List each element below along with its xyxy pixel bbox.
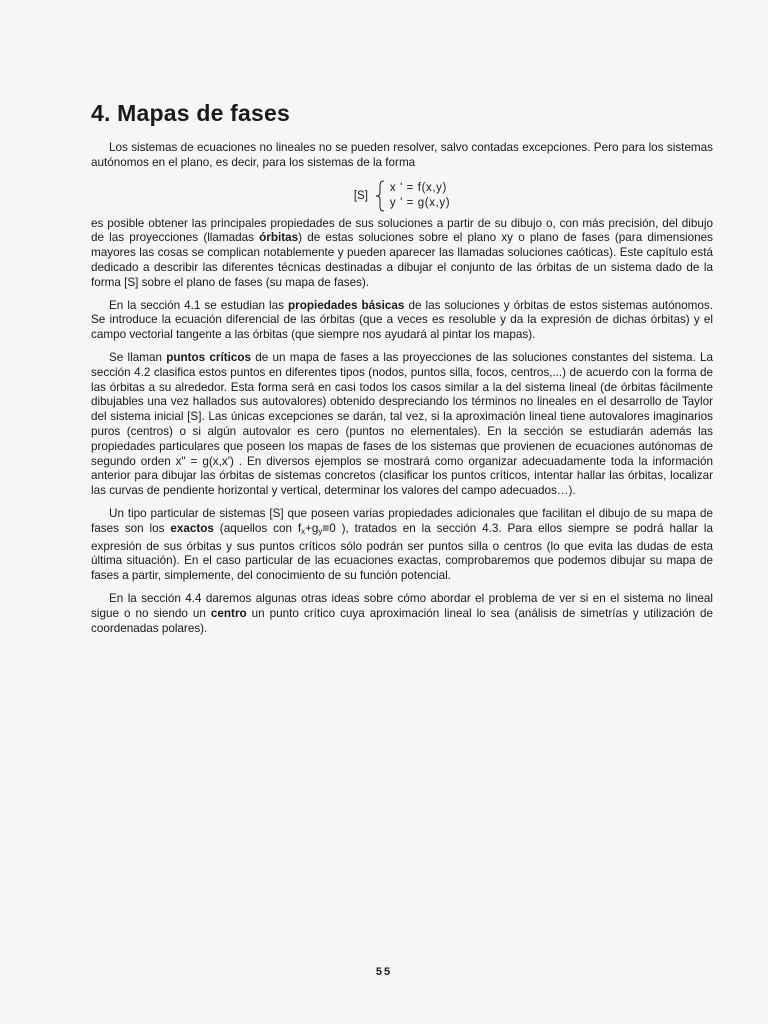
bold-term-exactos: exactos xyxy=(170,521,214,535)
section-4-1-paragraph xyxy=(91,299,713,343)
bold-term-orbitas: órbitas xyxy=(259,231,299,245)
text-run: (aquellos con xyxy=(213,521,298,535)
text-run: de las soluciones y órbitas de estos sistemas autónomos. Se introduce la ecuación diferencial de las órbitas (que a veces es resoluble y da la expresión de dichas órbitas) y el campo vectorial tangente a las órbitas (que siempre nos ayudará al pintar los mapas). xyxy=(91,298,713,342)
section-4-3-paragraph xyxy=(91,507,713,584)
text-run: es posible obtener las principales propiedades de sus soluciones a partir de su dibujo o, con más precisión, del dibujo de las proyecciones (llamadas xyxy=(91,216,713,245)
text-run: ) de estas soluciones sobre el plano xy o plano de fases (para dimensiones mayores las cosas se complican notablemente y pueden aparecer las llamadas soluciones caóticas). Este capítulo está dedicado a describir las diferentes técnicas destinadas a dibujar el conjunto de las órbitas de un sistema dado de la forma [S] sobre el plano de fases (su mapa de fases). xyxy=(91,231,713,289)
text-run: de un mapa de fases a las proyecciones de las soluciones constantes del sistema. La sección 4.2 clasifica estos puntos en diferentes tipos (nodos, puntos silla, focos, centros,...) de acuerdo con la forma de las órbitas a su alrededor. Esta forma será en casi todos los casos similar a la del sistema lineal (de órbitas fácilmente dibujables una vez hallados sus autovalores) obtenido despreciando los términos no lineales en el desarrollo de Taylor del sistema inicial [S]. Las únicas excepciones se darán, tal vez, si la aproximación lineal tiene autovalores imaginarios puros (centros) o si algún autovalor es cero (puntos no elementales). En la sección se estudiarán además las propiedades particulares que poseen los mapas de fases de los sistemas que provienen de ecuaciones autónomas de segundo orden xyxy=(91,350,713,468)
system-equation xyxy=(91,179,713,213)
system-equations xyxy=(390,181,450,211)
bold-term-centro: centro xyxy=(210,606,247,620)
eq-subscript: y xyxy=(318,526,323,536)
intro-continuation xyxy=(91,217,713,291)
text-run: Se llaman xyxy=(109,350,167,364)
section-4-4-paragraph xyxy=(91,592,713,636)
text-run: En la sección 4.1 se estudian las xyxy=(109,298,289,312)
inline-equation: x" = g(x,x') xyxy=(175,454,234,468)
intro-paragraph xyxy=(91,141,713,171)
eq-part: +g xyxy=(305,521,319,535)
chapter-title: 4. Mapas de fases xyxy=(91,100,291,126)
eq-part: f xyxy=(297,521,302,535)
text-run: En la sección 4.4 daremos algunas otras ideas sobre cómo abordar el problema de ver si en el sistema no lineal sigue o no siendo un xyxy=(91,591,713,620)
bold-term-propiedades-basicas: propiedades básicas xyxy=(288,298,405,312)
bold-term-puntos-criticos: puntos críticos xyxy=(166,350,252,364)
text-run: . En diversos ejemplos se mostrará como organizar adecuadamente toda la información anterior para dibujar las órbitas de sistemas concretos (clasificar los puntos críticos, intentar hallar las órbitas, localizar las curvas de pendiente horizontal y vertical, determinar los valores del campo adecuados…). xyxy=(91,454,713,498)
eq-subscript: x xyxy=(301,526,306,536)
page-number: 55 xyxy=(375,966,393,978)
equation-x: x ' = f(x,y) xyxy=(389,181,447,194)
equation-y: y ' = g(x,y) xyxy=(389,196,451,209)
text-run: ), tratados en la sección 4.3. Para ellos siempre se podrá hallar la expresión de sus órbitas y sus puntos críticos sólo podrán ser puntos silla o centros (lo que evita las dudas de esta última situación). En el caso particular de las ecuaciones exactas, comprobaremos que podemos dibujar su mapa de fases a partir, simplemente, del conocimiento de su función potencial. xyxy=(91,521,714,583)
text-run: un punto crítico cuya aproximación lineal lo sea (análisis de simetrías y utilización de coordenadas polares). xyxy=(91,606,713,635)
brace-icon xyxy=(374,180,386,212)
system-tag: [S] xyxy=(353,189,368,202)
eq-part: ≡0 xyxy=(322,521,336,535)
intro-text: Los sistemas de ecuaciones no lineales no se pueden resolver, salvo contadas excepciones. Pero para los sistemas autónomos en el plano, es decir, para los sistemas de la forma xyxy=(91,141,713,169)
text-run: Un tipo particular de sistemas [S] que poseen varias propiedades adicionales que facilitan el dibujo de su mapa de fases son los xyxy=(91,506,713,535)
page-content xyxy=(91,100,713,644)
section-4-2-paragraph xyxy=(91,351,713,499)
inline-equation-exact xyxy=(298,522,336,535)
